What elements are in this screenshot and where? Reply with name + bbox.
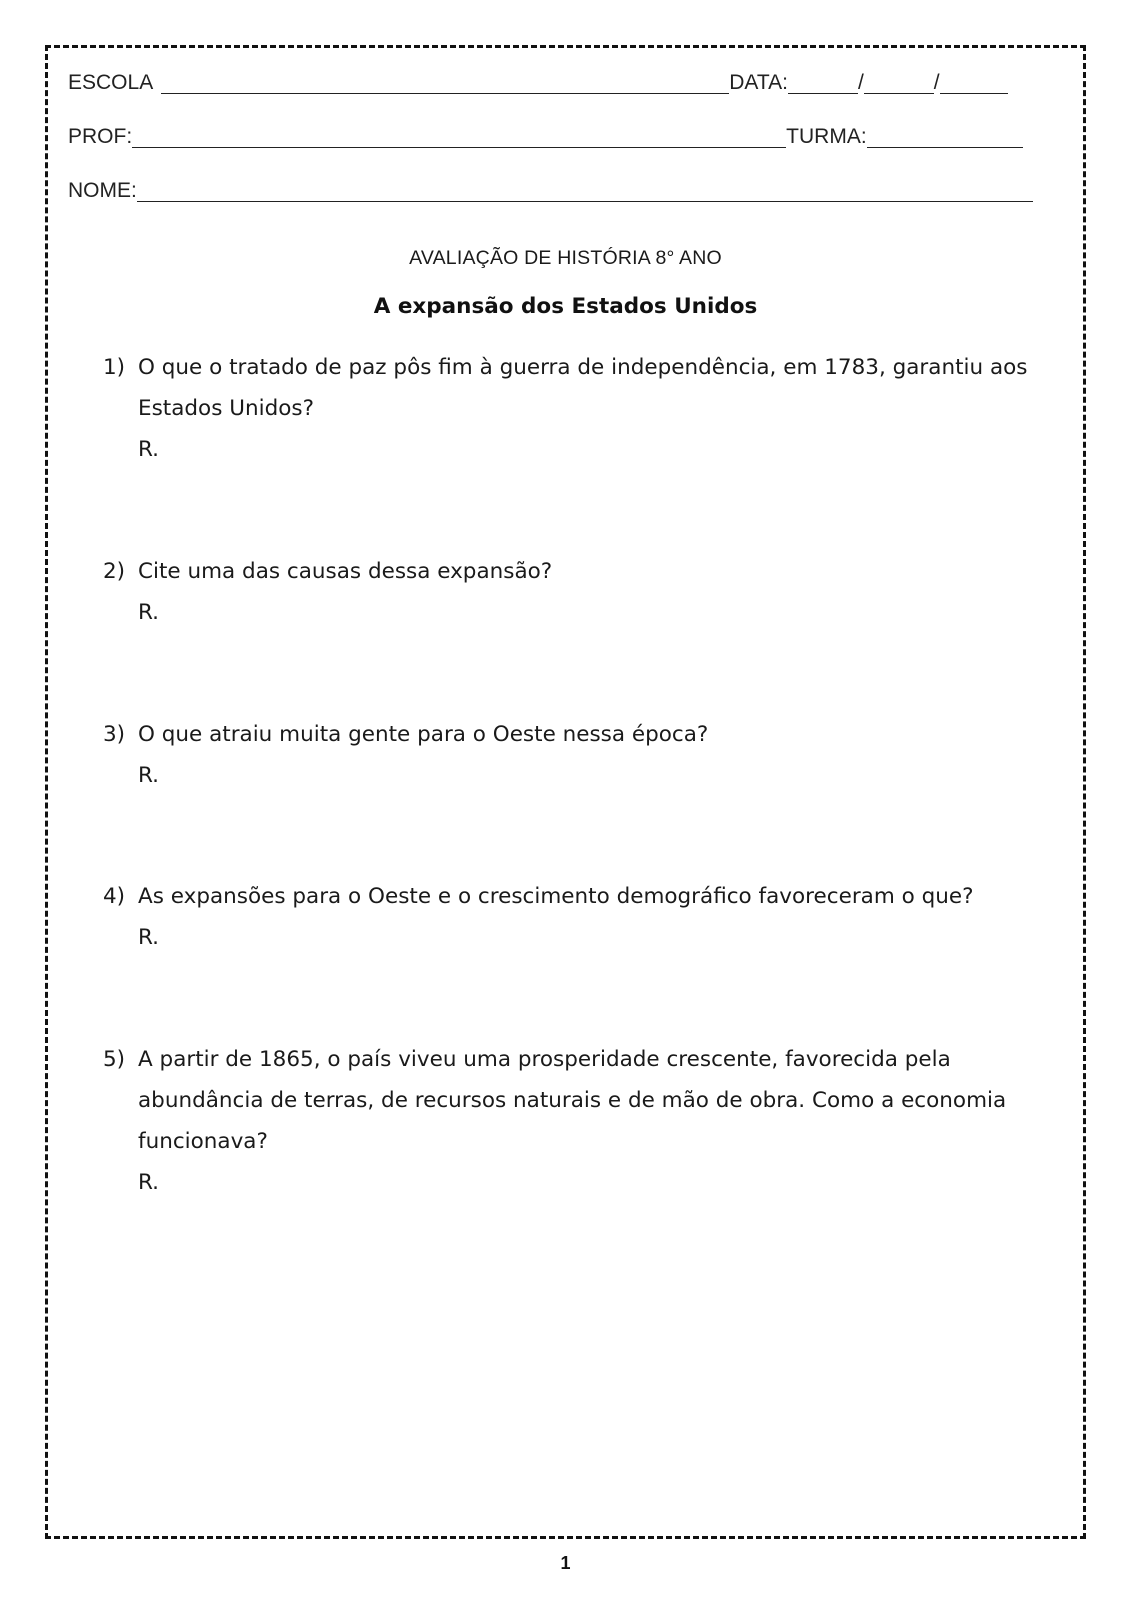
escola-row xyxy=(68,66,1008,96)
question-1 xyxy=(103,347,1073,470)
data-label: DATA: xyxy=(729,71,788,94)
prof-field[interactable] xyxy=(132,125,786,148)
date-year-field[interactable] xyxy=(940,71,1008,94)
question-text: Cite uma das causas dessa expansão? xyxy=(138,559,553,584)
question-text: A partir de 1865, o país viveu uma prosperidade crescente, favorecida pela abundância de terras, de recursos naturais e de mão de obra. Como a economia funcionava? xyxy=(138,1047,1007,1154)
exam-subtitle: A expansão dos Estados Unidos xyxy=(373,294,758,319)
exam-title: AVALIAÇÃO DE HISTÓRIA 8° ANO xyxy=(409,247,722,269)
question-number: 2) xyxy=(103,559,126,584)
question-4 xyxy=(103,876,1073,958)
prof-row xyxy=(68,120,1023,150)
date-separator: / xyxy=(933,71,940,94)
turma-label: TURMA: xyxy=(786,125,867,148)
turma-field[interactable] xyxy=(867,125,1023,148)
nome-row xyxy=(68,174,1033,204)
date-day-field[interactable] xyxy=(788,71,858,94)
question-number: 3) xyxy=(103,722,126,747)
question-number: 5) xyxy=(103,1047,126,1072)
date-separator: / xyxy=(857,71,864,94)
question-text: O que atraiu muita gente para o Oeste nessa época? xyxy=(138,722,709,747)
question-2 xyxy=(103,551,1073,633)
question-text: O que o tratado de paz pôs fim à guerra de independência, em 1783, garantiu aos Estados Unidos? xyxy=(138,355,1028,421)
prof-label: PROF: xyxy=(68,125,133,148)
answer-label: R. xyxy=(138,925,160,950)
nome-label: NOME: xyxy=(68,179,137,202)
question-number: 4) xyxy=(103,884,126,909)
answer-label: R. xyxy=(138,1170,160,1195)
question-number: 1) xyxy=(103,355,126,380)
nome-field[interactable] xyxy=(137,179,1033,202)
question-3 xyxy=(103,714,1073,796)
answer-label: R. xyxy=(138,763,160,788)
question-5 xyxy=(103,1039,1073,1203)
page-number: 1 xyxy=(560,1553,571,1573)
answer-label: R. xyxy=(138,437,160,462)
escola-label: ESCOLA xyxy=(68,71,154,94)
question-text: As expansões para o Oeste e o crescimento demográfico favoreceram o que? xyxy=(138,884,974,909)
escola-field[interactable] xyxy=(161,71,729,94)
answer-label: R. xyxy=(138,600,160,625)
date-month-field[interactable] xyxy=(864,71,934,94)
